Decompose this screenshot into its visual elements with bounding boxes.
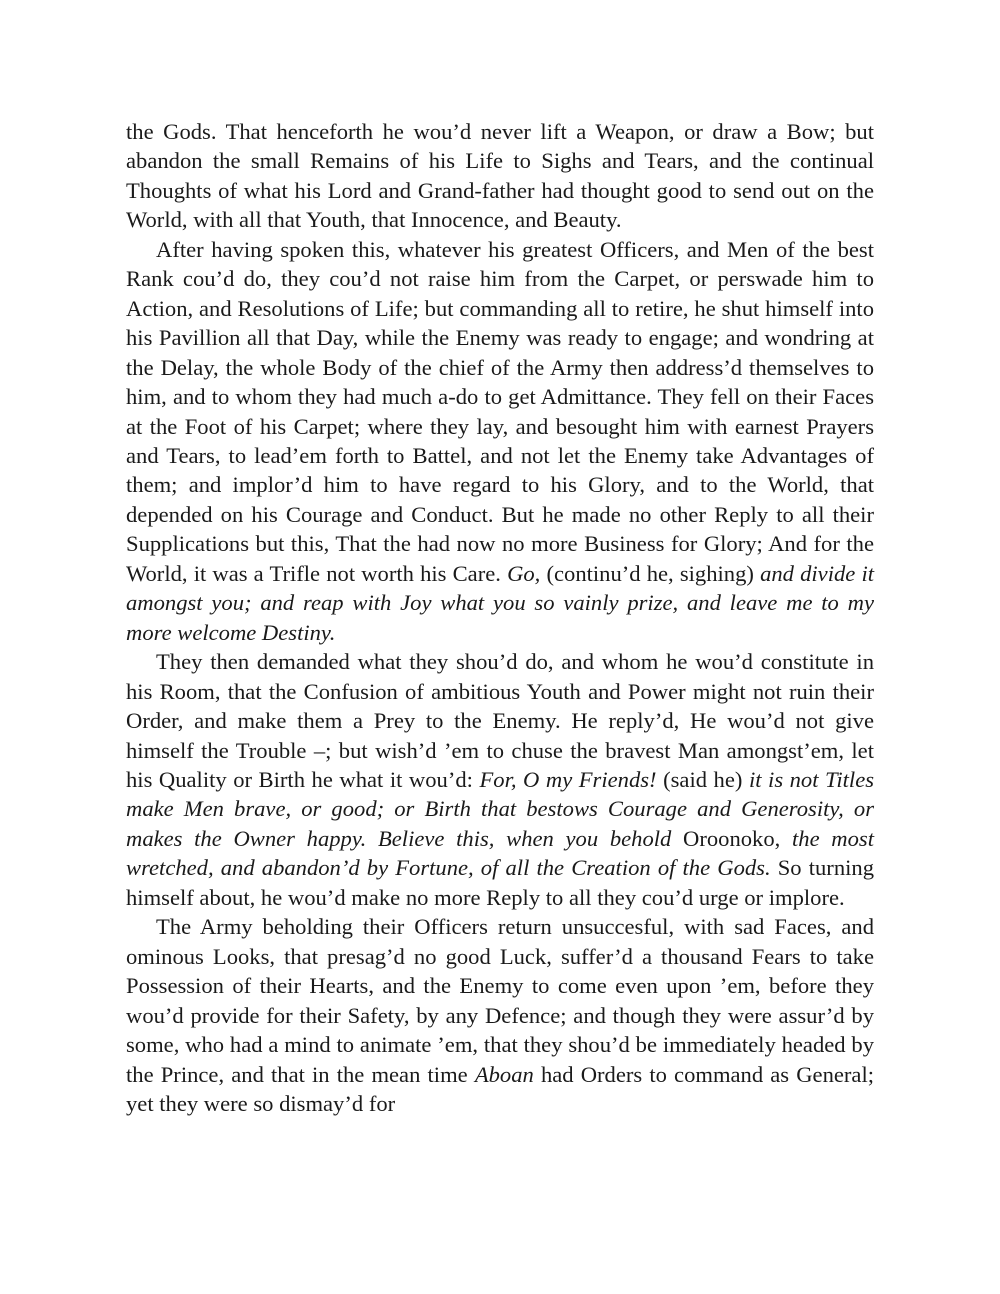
- italic-run: Go,: [507, 560, 541, 586]
- text-run: Oroonoko,: [683, 825, 781, 851]
- italic-run: the most wretched, and abandon’d by Fortune, of all the Creation of the Gods.: [126, 825, 874, 881]
- italic-run: For, O my Friends!: [479, 766, 657, 792]
- text-run: had Orders to command as General; yet they were so dismay’d for: [126, 1061, 875, 1116]
- text-run: After having spoken this, whatever his greatest Officers, and Men of the best Rank cou’d do, they cou’d not raise him from the Carpet, or perswade him to Action, and Resolutions of Life; but commanding all to retire, he shut himself into his Pavillion all that Day, while the Enemy was ready to engage; and wondring at the Delay, the whole Body of the chief of the Army then address’d themselves to him, and to whom they had much a-do to get Admittance. They fell on their Faces at the Foot of his Carpet; where they lay, and besought him with earnest Prayers and Tears, to lead’em forth to Battel, and not let the Enemy take Advantages of them; and implor’d him to have regard to his Glory, and to the World, that depended on his Courage and Conduct. But he made no other Reply to all their Supplications but this, That the had now no more Business for Glory; And for the World, it was a Trifle not worth his Care.: [126, 236, 874, 586]
- page-body: [126, 117, 874, 1118]
- italic-run: and divide it amongst you; and reap with Joy what you so vainly prize, and leave me to my more welcome Destiny.: [126, 560, 875, 645]
- italic-run: Aboan: [474, 1061, 534, 1087]
- text-run: The Army beholding their Officers return unsuccesful, with sad Faces, and ominous Looks, that presag’d no good Luck, suffer’d a thousand Fears to take Possession of their Hearts, and the Enemy to come even upon ’em, before they wou’d provide for their Safety, by any Defence; and though they were assur’d by some, who had a mind to animate ’em, that they shou’d be immediately headed by the Prince, and that in the mean time: [126, 914, 874, 1087]
- paragraph-4: [126, 912, 874, 1118]
- text-run: (said he): [656, 766, 749, 792]
- text-run: So turning himself about, he wou’d make no more Reply to all they cou’d urge or implore.: [126, 855, 874, 910]
- text-run: (continu’d he, sighing): [540, 560, 761, 586]
- paragraph-1: [126, 117, 874, 235]
- paragraph-3: [126, 647, 874, 912]
- text-run: They then demanded what they shou’d do, and whom he wou’d constitute in his Room, that the Confusion of ambitious Youth and Power might not ruin their Order, and make them a Prey to the Enemy. He reply’d, He wou’d not give himself the Trouble –; but wish’d ’em to chuse the bravest Man amongst’em, let his Quality or Birth he what it wou’d:: [126, 649, 874, 792]
- text-run: the Gods. That henceforth he wou’d never lift a Weapon, or draw a Bow; but abandon the small Remains of his Life to Sighs and Tears, and the continual Thoughts of what his Lord and Grand-father had thought good to send out on the World, with all that Youth, that Innocence, and Beauty.: [126, 119, 874, 233]
- paragraph-2: [126, 235, 874, 647]
- italic-run: it is not Titles make Men brave, or good; or Birth that bestows Courage and Generosity, or makes the Owner happy. Believe this, when you behold: [126, 766, 875, 851]
